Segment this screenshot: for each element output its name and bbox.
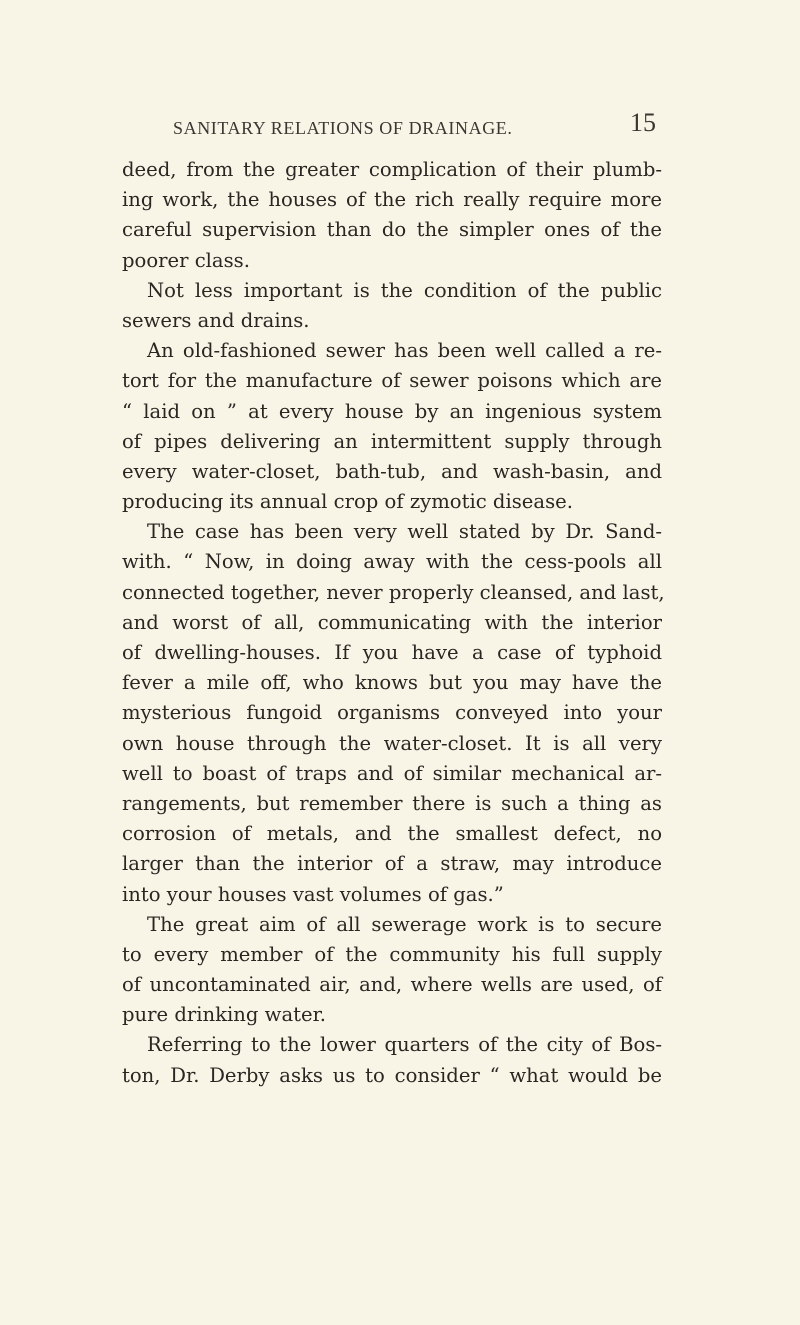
text-line: own house through the water-closet. It is all very — [122, 731, 662, 755]
text-line: with. “ Now, in doing away with the cess-pools all — [122, 550, 662, 574]
text-line: An old-fashioned sewer has been well called a re- — [147, 339, 662, 363]
text-line: The great aim of all sewerage work is to secure — [147, 912, 662, 936]
text-line: corrosion of metals, and the smallest defect, no — [122, 822, 662, 846]
text-line: tort for the manufacture of sewer poisons which are — [122, 369, 662, 393]
text-line: of uncontaminated air, and, where wells are used, of — [122, 973, 662, 997]
text-line: “ laid on ” at every house by an ingenious system — [122, 399, 662, 423]
text-line: into your houses vast volumes of gas.” — [122, 882, 504, 906]
text-line: ton, Dr. Derby asks us to consider “ what would be — [122, 1063, 662, 1087]
text-line: of pipes delivering an intermittent supply through — [122, 429, 662, 453]
running-head: SANITARY RELATIONS OF DRAINAGE. — [173, 118, 513, 138]
text-line: The case has been very well stated by Dr. Sand- — [147, 520, 662, 544]
text-line: every water-closet, bath-tub, and wash-basin, and — [122, 459, 662, 483]
text-line: pure drinking water. — [122, 1003, 327, 1027]
text-line: to every member of the community his full supply — [122, 942, 662, 966]
page-number: 15 — [630, 108, 656, 137]
text-line: mysterious fungoid organisms conveyed into your — [122, 701, 662, 725]
text-line: deed, from the greater complication of their plumb- — [122, 158, 662, 181]
text-line: poorer class. — [122, 248, 250, 272]
text-line: producing its annual crop of zymotic disease. — [122, 490, 573, 514]
text-line: of dwelling-houses. If you have a case of typhoid — [122, 641, 662, 664]
text-line: Referring to the lower quarters of the city of Bos- — [147, 1033, 662, 1057]
body-text — [122, 155, 665, 1091]
text-line: sewers and drains. — [122, 308, 310, 332]
text-line: Not less important is the condition of the public — [147, 278, 662, 302]
text-line: rangements, but remember there is such a thing as — [122, 791, 662, 815]
text-line: well to boast of traps and of similar mechanical ar- — [122, 761, 662, 785]
text-line: ing work, the houses of the rich really require more — [122, 188, 662, 212]
text-line: and worst of all, communicating with the interior — [122, 610, 662, 634]
text-line: careful supervision than do the simpler ones of the — [122, 218, 662, 242]
text-line: fever a mile off, who knows but you may have the — [122, 671, 662, 695]
text-line: connected together, never properly cleansed, and last, — [122, 580, 665, 604]
text-line: larger than the interior of a straw, may introduce — [122, 852, 662, 876]
